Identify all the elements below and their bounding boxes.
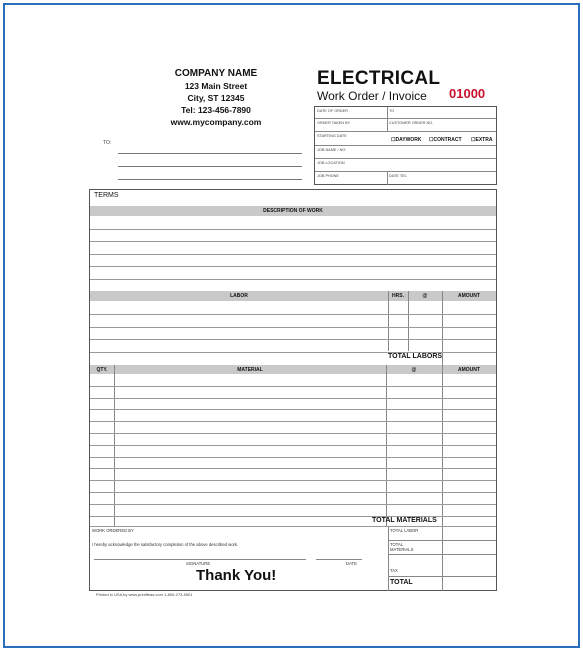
main-form xyxy=(89,189,497,591)
form-title: ELECTRICAL xyxy=(317,68,441,89)
form-row-line[interactable] xyxy=(90,504,496,505)
to-line-2[interactable] xyxy=(118,166,302,167)
labor-col-header: LABOR xyxy=(230,293,248,299)
acknowledge-text: I hereby acknowledge the satisfactory completion of the above described work. xyxy=(92,542,239,547)
material-col-header: MATERIAL xyxy=(237,367,263,373)
labor-amount-col-header: AMOUNT xyxy=(458,293,480,299)
form-row-line[interactable] xyxy=(90,279,496,280)
hrs-col-header: HRS. xyxy=(392,293,404,299)
labor-at-col-header: @ xyxy=(422,293,428,299)
to-line-1[interactable] xyxy=(118,153,302,154)
total-materials-footer-label: TOTAL MATERIALS xyxy=(390,542,414,552)
to-line-3[interactable] xyxy=(118,179,302,180)
form-row-line[interactable] xyxy=(90,229,496,230)
form-row-line[interactable] xyxy=(90,314,496,315)
form-row-line[interactable] xyxy=(90,468,496,469)
company-name: COMPANY NAME xyxy=(174,68,258,79)
form-row-line[interactable] xyxy=(90,386,496,387)
order-info-box xyxy=(314,106,497,185)
form-row-line[interactable] xyxy=(90,445,496,446)
total-labors-label: TOTAL LABORS xyxy=(388,353,443,360)
qty-col-header: QTY. xyxy=(96,367,108,373)
company-tel: Tel: 123-456-7890 xyxy=(181,105,251,115)
form-row-line[interactable] xyxy=(90,421,496,422)
company-street: 123 Main Street xyxy=(184,81,248,91)
grand-total-label: TOTAL xyxy=(390,579,413,586)
form-row-line[interactable] xyxy=(90,398,496,399)
form-row-line[interactable] xyxy=(90,492,496,493)
signature-label: SIGNATURE xyxy=(186,561,211,566)
printed-note: Printed in USA by www.printlfeas.com 1-800-273-5501 xyxy=(96,592,193,597)
order-taken-by-label: ORDER TAKEN BY xyxy=(317,121,351,125)
extra-checkbox[interactable]: ☐EXTRA xyxy=(471,137,493,143)
company-block xyxy=(150,68,282,128)
material-amount-col-header: AMOUNT xyxy=(458,367,480,373)
daywork-checkbox[interactable]: ☐DAYWORK xyxy=(391,137,422,143)
form-row-line[interactable] xyxy=(90,327,496,328)
contract-checkbox[interactable]: ☐CONTRACT xyxy=(429,137,462,143)
total-labor-label: TOTAL LABOR xyxy=(390,528,419,533)
to-label: TO: xyxy=(103,140,112,146)
to-field-label: TO xyxy=(389,109,395,113)
date-tel-label: DATE TEL xyxy=(389,174,407,178)
thank-you-text: Thank You! xyxy=(196,567,277,584)
form-row-line[interactable] xyxy=(90,433,496,434)
invoice-number: 01000 xyxy=(449,86,486,101)
form-row-line[interactable] xyxy=(90,457,496,458)
material-at-col-header: @ xyxy=(411,367,417,373)
job-location-label: JOB LOCATION xyxy=(317,161,345,165)
tax-label: TAX xyxy=(390,568,398,573)
form-row-line[interactable] xyxy=(90,254,496,255)
job-name-label: JOB NAME / NO. xyxy=(317,148,347,152)
form-subtitle: Work Order / Invoice xyxy=(317,89,427,103)
starting-date-label: STARTING DATE xyxy=(317,134,347,138)
job-phone-label: JOB PHONE xyxy=(317,174,339,178)
form-row-line[interactable] xyxy=(90,339,496,340)
form-row-line[interactable] xyxy=(90,409,496,410)
date-label: DATE xyxy=(346,561,357,566)
customer-order-no-label: CUSTOMER ORDER NO. xyxy=(389,121,434,125)
total-materials-label: TOTAL MATERIALS xyxy=(372,517,437,524)
date-of-order-label: DATE OF ORDER xyxy=(317,109,348,113)
company-city: City, ST 12345 xyxy=(187,93,245,103)
terms-label: TERMS xyxy=(94,192,119,199)
form-row-line[interactable] xyxy=(90,241,496,242)
description-header: DESCRIPTION OF WORK xyxy=(263,208,323,214)
company-web: www.mycompany.com xyxy=(170,117,262,127)
form-row-line[interactable] xyxy=(90,266,496,267)
form-row-line[interactable] xyxy=(90,480,496,481)
work-ordered-by-label: WORK ORDERED BY xyxy=(92,528,134,533)
